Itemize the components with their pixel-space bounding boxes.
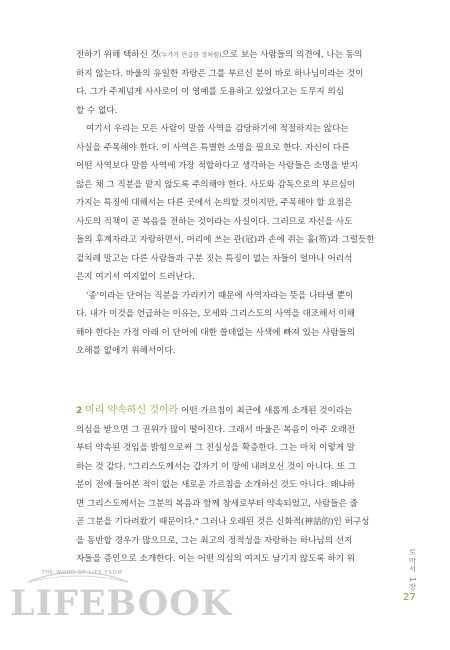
body-line: 하지 않는다. 바울의 유일한 자랑은 그를 부르신 분이 바로 하나님이라는 것이 [76,68,364,79]
body-line: 겉치레 말고는 다른 사람들과 구분 짓는 특징이 없는 자들이 얼마나 어리석 [76,253,353,264]
verse-line: 의심을 받으면 그 권위가 많이 떨어진다. 그래서 바울은 복음이 아주 오래전 [76,424,356,435]
verse-line: 부터 약속된 것임을 밝힘으로써 그 진실성을 확증한다. 그는 마치 이렇게 말 [76,443,356,453]
watermark-tagline: THE WORD OF LIFE FROM [41,570,123,576]
watermark-logo-text: LIFEBOOK [10,583,233,624]
running-head: 로마서 1장 [408,548,417,592]
body-line: 여기서 우리는 모든 사람이 말씀 사역을 감당하기에 적절하지는 않다는 [86,124,349,134]
verse-heading-line [76,402,391,421]
body-paragraphs [76,46,391,361]
body-line: 다. 그가 주제넘게 사사로이 이 영예를 도용하고 있었다고는 도무지 의심 [76,87,345,97]
page-number: 27 [403,592,416,603]
verse-line: 자들을 증인으로 소개한다. 이는 어떤 의심의 여지도 남기지 않도록 하기 위 [76,554,356,564]
verse-line: 면 그리스도께서는 그분의 복음과 함께 창세로부터 약속되었고, 사람들은 줄 [76,498,358,509]
verse-line: 곧 그분을 기다려왔기 때문이다." 그러나 오래된 것은 신화적(神話的)인 허구성 [76,517,370,527]
verse-quote: 미리 약속하신 것이라 [85,405,179,416]
verse-line: 을 동반할 경우가 많으므로, 그는 최고의 정적성을 자랑하는 하나님의 선지 [76,535,353,546]
inline-note: (누가가 언급한 것처럼) [158,52,222,59]
body-line: 사실을 주목해야 한다. 이 사역은 특별한 소명을 필요로 한다. 자신이 다른 [76,142,350,153]
body-line: 다. 내가 이것을 언급하는 이유는, 모세와 그리스도의 사역을 대조해서 이해 [76,309,356,319]
verse-section [76,402,391,569]
body-line: 들의 후계자라고 자랑하면서, 머리에 쓰는 관(冠)과 손에 쥐는 홀(笏)과 그럴듯한 [76,235,375,245]
verse-line: 하는 것 같다. "그리스도께서는 갑자기 이 땅에 내려오신 것이 아니다. 또 그 [76,461,357,472]
verse-line: 분이 전에 들어본 적이 없는 새로운 가르침을 소개하신 것도 아니다. 왜냐하 [76,480,356,490]
verse-number: 2 [76,406,83,416]
lifebook-watermark [8,566,233,646]
body-line: '종'이라는 단어는 직분을 가리키기 때문에 사역자라는 뜻을 나타낼 뿐이 [86,290,354,301]
body-line: 전하기 위해 택하신 것(누가가 언급한 것처럼)으로 보는 사람들의 의견에, 나는 동의 [76,50,363,60]
body-line: 사도의 직책이 곧 복음을 전하는 것이라는 사실이다. 그러므로 자신을 사도 [76,216,353,227]
body-line: 은지 여기서 여지없이 드러난다. [76,272,195,282]
body-line: 할 수 없다. [76,105,118,116]
body-line: 않은 채 그 직분을 맡지 않도록 주의해야 한다. 사도와 감독으로의 부르심이 [76,179,356,190]
verse-line: 어떤 가르침이 최근에 새롭게 소개된 것이라는 [181,406,353,416]
body-line: 해야 한다는 가정 아래 이 단어에 대한 쓸데없는 사색에 빠져 있는 사람들의 [76,327,356,338]
body-line: 오해를 없애기 위해서이다. [76,346,176,356]
body-line: 가지는 특징에 대해서는 다른 곳에서 논의할 것이지만, 주목해야 할 요점은 [76,198,353,208]
body-line: 어떤 사역보다 말씀 사역에 가장 적합하다고 생각하는 사람들은 소명을 받지 [76,161,358,171]
